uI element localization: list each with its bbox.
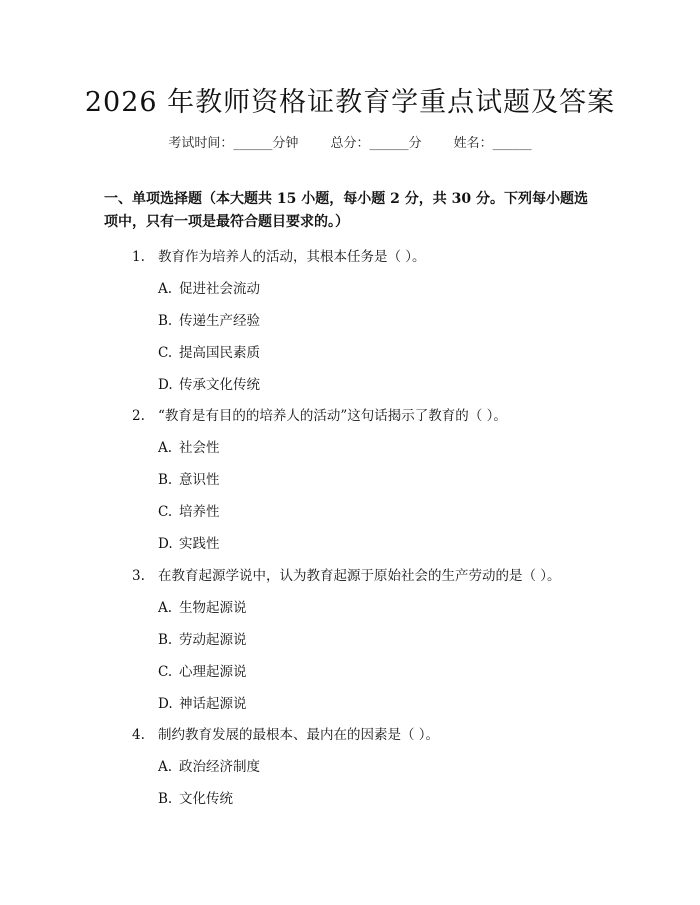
option-text: 提高国民素质 [179, 345, 260, 361]
question-3-option-a [158, 596, 247, 616]
question-4-option-a [158, 755, 260, 775]
total-score-field: 总分：______分 [330, 136, 422, 151]
option-letter: D. [158, 377, 173, 393]
question-1-option-c [158, 341, 260, 361]
option-text: 促进社会流动 [179, 281, 260, 297]
section-heading: 一、单项选择题（本大题共 15 小题，每小题 2 分，共 30 分。下列每小题选项中，只有一项是最符合题目要求的。） [104, 191, 588, 230]
question-text: 教育作为培养人的活动，其根本任务是（ ）。 [158, 249, 426, 265]
question-4 [132, 723, 439, 743]
question-number: 2. [132, 408, 145, 424]
question-text: “教育是有目的的培养人的活动”这句话揭示了教育的（ ）。 [158, 408, 507, 424]
option-letter: B. [158, 791, 173, 807]
option-letter: C. [158, 504, 173, 520]
option-letter: D. [158, 536, 173, 552]
question-text: 制约教育发展的最根本、最内在的因素是（ ）。 [158, 727, 440, 743]
option-text: 心理起源说 [179, 664, 247, 680]
exam-time-field: 考试时间：______分钟 [168, 136, 299, 151]
question-1-option-b [158, 309, 260, 329]
option-text: 传递生产经验 [179, 313, 260, 329]
option-text: 实践性 [179, 536, 220, 552]
option-letter: C. [158, 345, 173, 361]
exam-info-line [0, 132, 700, 151]
option-letter: B. [158, 313, 173, 329]
option-text: 传承文化传统 [179, 377, 260, 393]
question-3 [132, 564, 561, 584]
question-2-option-d [158, 532, 220, 552]
option-text: 培养性 [179, 504, 220, 520]
question-text: 在教育起源学说中，认为教育起源于原始社会的生产劳动的是（ ）。 [158, 568, 561, 584]
option-text: 劳动起源说 [179, 632, 247, 648]
question-4-option-b [158, 787, 233, 807]
question-number: 4. [132, 727, 145, 743]
option-text: 文化传统 [179, 791, 233, 807]
question-2-option-b [158, 468, 220, 488]
option-text: 政治经济制度 [179, 759, 260, 775]
question-number: 3. [132, 568, 145, 584]
question-3-option-c [158, 660, 247, 680]
question-3-option-b [158, 628, 247, 648]
question-2 [132, 404, 507, 424]
option-text: 神话起源说 [179, 696, 247, 712]
option-letter: C. [158, 664, 173, 680]
option-letter: A. [158, 281, 173, 297]
name-field: 姓名：______ [453, 136, 532, 151]
option-letter: B. [158, 632, 173, 648]
question-3-option-d [158, 692, 247, 712]
option-letter: A. [158, 600, 173, 616]
question-number: 1. [132, 249, 145, 265]
question-1-option-a [158, 277, 260, 297]
question-1 [132, 245, 426, 265]
page-title: 2026 年教师资格证教育学重点试题及答案 [84, 87, 616, 118]
question-1-option-d [158, 373, 260, 393]
option-letter: D. [158, 696, 173, 712]
option-letter: B. [158, 472, 173, 488]
option-text: 社会性 [179, 440, 220, 456]
option-text: 意识性 [179, 472, 220, 488]
option-letter: A. [158, 759, 173, 775]
question-2-option-c [158, 500, 220, 520]
question-2-option-a [158, 436, 220, 456]
option-text: 生物起源说 [179, 600, 247, 616]
option-letter: A. [158, 440, 173, 456]
